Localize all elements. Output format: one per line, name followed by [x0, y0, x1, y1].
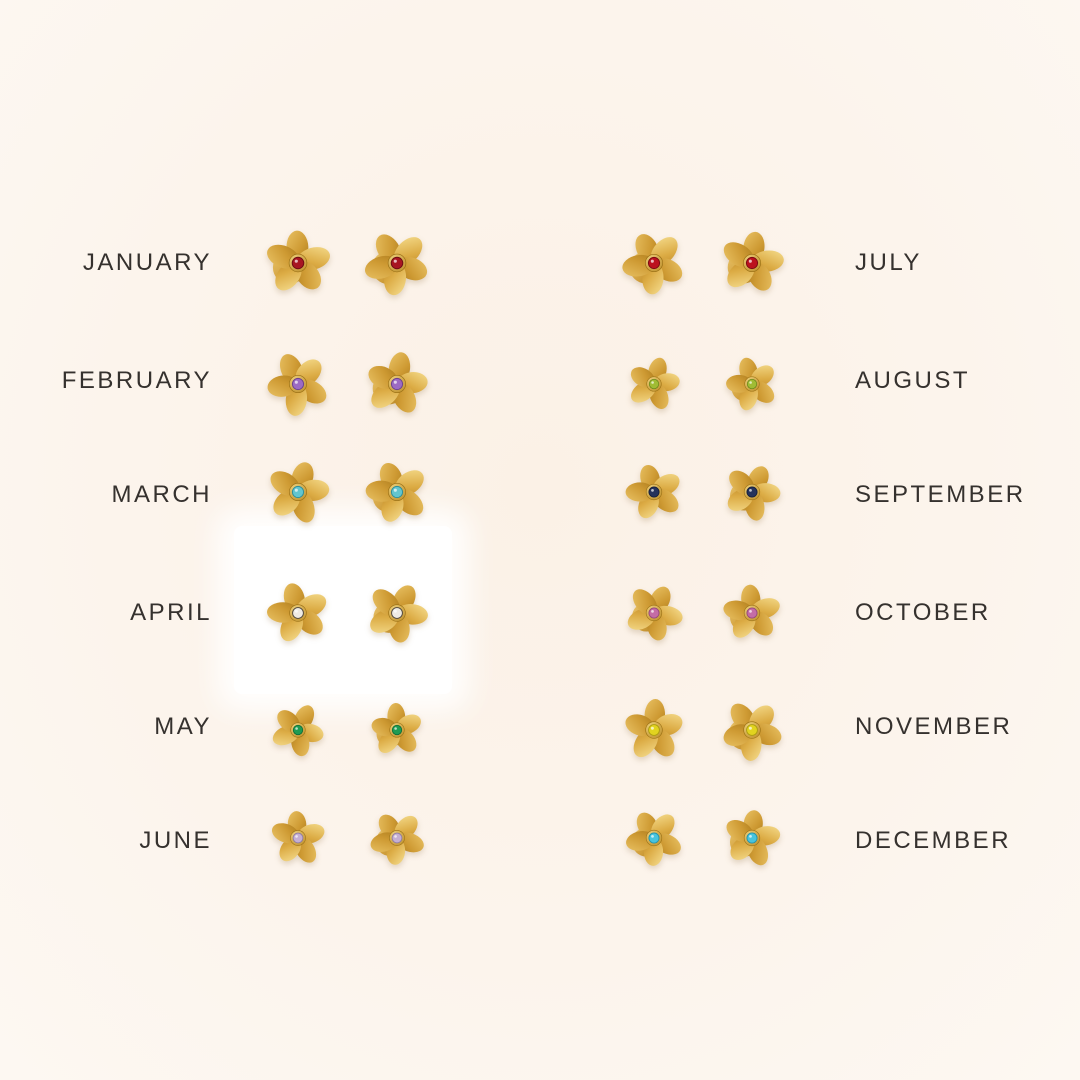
flower-earring-icon — [625, 809, 683, 867]
flower-earring-icon — [721, 699, 783, 761]
flower-earring-icon — [622, 231, 686, 295]
month-label-september: SEPTEMBER — [855, 481, 1026, 508]
flower-earring-icon — [270, 810, 326, 866]
month-label-july: JULY — [855, 249, 922, 276]
flower-earring-icon — [369, 810, 425, 866]
month-label-january: JANUARY — [82, 249, 212, 276]
month-label-june: JUNE — [139, 827, 212, 854]
month-label-august: AUGUST — [855, 367, 971, 394]
flower-earring-icon — [265, 230, 331, 296]
month-label-december: DECEMBER — [855, 827, 1012, 854]
month-label-may: MAY — [154, 713, 212, 740]
month-label-april: APRIL — [130, 599, 212, 626]
flower-earring-icon — [725, 357, 779, 411]
flower-earring-icon — [720, 231, 784, 295]
month-label-october: OCTOBER — [855, 599, 991, 626]
flower-earring-icon — [364, 230, 430, 296]
month-label-november: NOVEMBER — [855, 713, 1013, 740]
flower-earring-icon — [370, 703, 424, 757]
month-label-february: FEBRUARY — [61, 367, 212, 394]
flower-earring-icon — [271, 703, 325, 757]
flower-earring-icon — [625, 584, 683, 642]
flower-earring-icon — [627, 357, 681, 411]
flower-earring-icon — [625, 463, 683, 521]
flower-earring-icon — [723, 809, 781, 867]
flower-earring-icon — [266, 460, 330, 524]
flower-earring-icon — [365, 352, 429, 416]
flower-earring-icon — [267, 582, 329, 644]
flower-earring-icon — [723, 463, 781, 521]
flower-earring-icon — [366, 582, 428, 644]
flower-earring-icon — [365, 460, 429, 524]
month-label-march: MARCH — [111, 481, 212, 508]
flower-earring-icon — [623, 699, 685, 761]
flower-earring-icon — [266, 352, 330, 416]
flower-earring-icon — [723, 584, 781, 642]
